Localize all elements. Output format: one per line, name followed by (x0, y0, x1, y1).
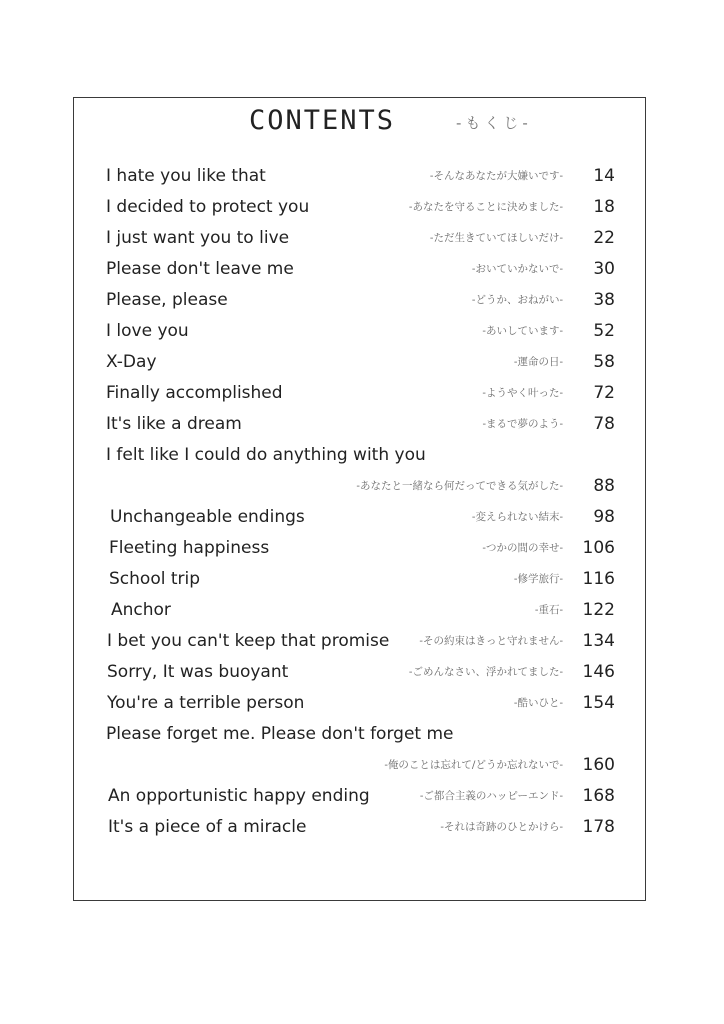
page-subtitle: -もくじ- (456, 114, 532, 132)
toc-entry-japanese: -まるで夢のよう- (482, 418, 563, 430)
toc-entry-japanese: -おいていかないで- (471, 263, 563, 275)
toc-entry (74, 196, 645, 224)
toc-entry-japanese: -どうか、おねがい- (471, 294, 563, 306)
toc-entry-japanese: -修学旅行- (513, 573, 563, 585)
toc-entry-title: I decided to protect you (106, 197, 310, 217)
toc-entry-japanese: -そんなあなたが大嫌いです- (429, 170, 563, 182)
toc-entry-page: 154 (582, 693, 615, 713)
toc-entry (74, 723, 645, 751)
toc-entry (74, 289, 645, 317)
toc-entry (74, 506, 645, 534)
toc-entry-title: Sorry, It was buoyant (107, 662, 289, 682)
toc-entry-title: It's a piece of a miracle (108, 817, 307, 837)
toc-entry-page: 146 (582, 662, 615, 682)
toc-entry (74, 630, 645, 658)
toc-entry-page: 116 (582, 569, 615, 589)
toc-entry-title: Fleeting happiness (109, 538, 270, 558)
toc-entry (74, 816, 645, 844)
toc-entry-japanese: -変えられない結末- (471, 511, 563, 523)
toc-entry (74, 382, 645, 410)
toc-entry-title: X-Day (106, 352, 157, 372)
toc-entry-title: Please don't leave me (106, 259, 294, 279)
page-title: CONTENTS (249, 105, 396, 136)
toc-entry-title: Anchor (111, 600, 171, 620)
toc-entry-page: 98 (593, 507, 615, 527)
toc-entry-japanese: -その約束はきっと守れません- (419, 635, 563, 647)
toc-entry (74, 227, 645, 255)
toc-entry (74, 475, 645, 503)
toc-entry (74, 568, 645, 596)
toc-entry-page: 122 (582, 600, 615, 620)
toc-entry (74, 692, 645, 720)
toc-entry-japanese: -俺のことは忘れて/どうか忘れないで- (384, 759, 563, 771)
toc-entry-title: You're a terrible person (107, 693, 305, 713)
toc-entry-japanese: -ただ生きていてほしいだけ- (429, 232, 563, 244)
toc-entry-page: 30 (593, 259, 615, 279)
toc-entry-japanese: -あいしています- (482, 325, 563, 337)
toc-entry-page: 14 (593, 166, 615, 186)
toc-entry-page: 18 (593, 197, 615, 217)
toc-entry-page: 58 (593, 352, 615, 372)
toc-entry-page: 88 (593, 476, 615, 496)
toc-entry-page: 52 (593, 321, 615, 341)
toc-entry-japanese: -ごめんなさい、浮かれてました- (408, 666, 563, 678)
toc-entry-title: Finally accomplished (106, 383, 283, 403)
toc-entry-japanese: -それは奇跡のひとかけら- (440, 821, 563, 833)
toc-entry (74, 754, 645, 782)
toc-entry-japanese: -ようやく叶った- (482, 387, 563, 399)
toc-entry (74, 537, 645, 565)
toc-entry-title: Unchangeable endings (110, 507, 305, 527)
toc-entry (74, 785, 645, 813)
toc-entry (74, 599, 645, 627)
toc-entry-title: Please forget me. Please don't forget me (106, 724, 454, 744)
toc-entry-title: It's like a dream (106, 414, 242, 434)
contents-frame (73, 97, 646, 901)
toc-entry-title: An opportunistic happy ending (108, 786, 370, 806)
toc-entry-title: School trip (109, 569, 201, 589)
toc-entry-japanese: -つかの間の幸せ- (482, 542, 563, 554)
toc-entry-page: 168 (582, 786, 615, 806)
toc-entry-japanese: -ご都合主義のハッピーエンド- (419, 790, 563, 802)
toc-entry-title: I felt like I could do anything with you (106, 445, 426, 465)
toc-entry-page: 78 (593, 414, 615, 434)
toc-entry (74, 258, 645, 286)
toc-entry (74, 351, 645, 379)
toc-entry-japanese: -あなたを守ることに決めました- (408, 201, 563, 213)
toc-entry-page: 22 (593, 228, 615, 248)
toc-entry (74, 413, 645, 441)
toc-entry-japanese: -重石- (534, 604, 563, 616)
toc-entry-page: 72 (593, 383, 615, 403)
toc-entry-page: 38 (593, 290, 615, 310)
toc-entry (74, 320, 645, 348)
toc-entry (74, 661, 645, 689)
toc-entry-page: 134 (582, 631, 615, 651)
toc-entry (74, 444, 645, 472)
toc-entry-title: I just want you to live (106, 228, 290, 248)
toc-entry-japanese: -酷いひと- (513, 697, 563, 709)
toc-entry-title: I bet you can't keep that promise (107, 631, 390, 651)
toc-entry-page: 160 (582, 755, 615, 775)
toc-entry-japanese: -運命の日- (513, 356, 563, 368)
toc-entry-title: I love you (106, 321, 189, 341)
toc-entry (74, 165, 645, 193)
toc-entry-japanese: -あなたと一緒なら何だってできる気がした- (356, 480, 563, 492)
toc-entry-title: Please, please (106, 290, 228, 310)
toc-entry-title: I hate you like that (106, 166, 266, 186)
toc-entry-page: 178 (582, 817, 615, 837)
toc-entry-page: 106 (582, 538, 615, 558)
